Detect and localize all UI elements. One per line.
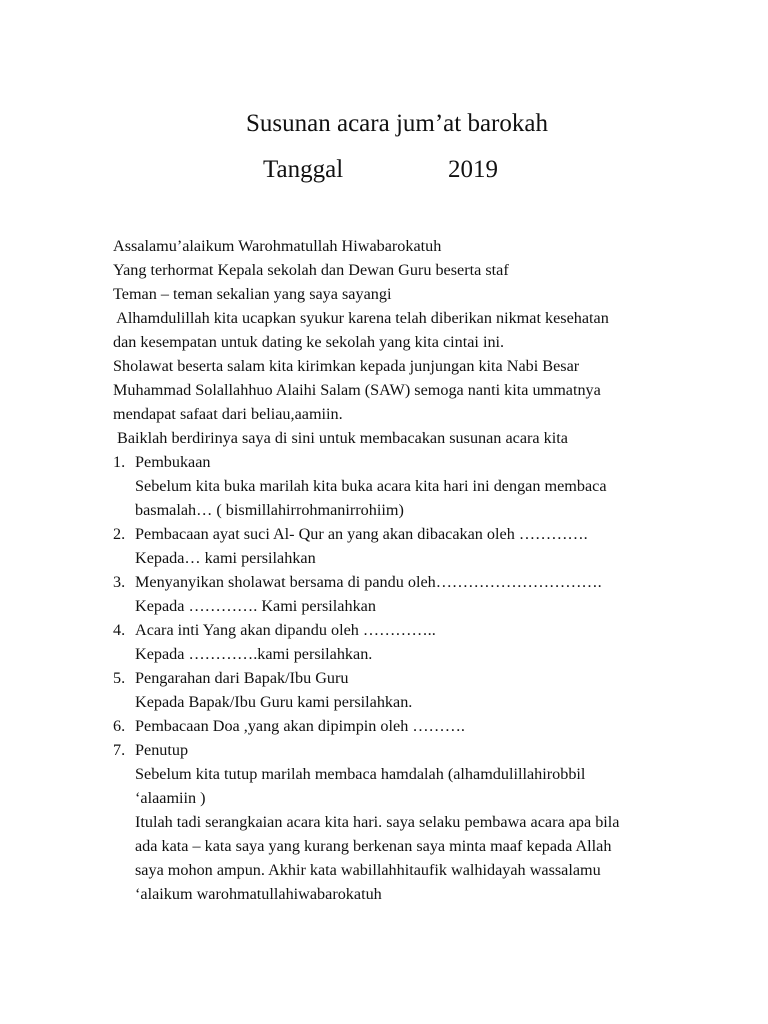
agenda-line: Pengarahan dari Bapak/Ibu Guru — [135, 669, 349, 687]
intro-line: Muhammad Solallahhuo Alaihi Salam (SAW) semoga nanti kita ummatnya — [113, 381, 601, 399]
intro-line: mendapat safaat dari beliau,aamiin. — [113, 405, 343, 423]
agenda-item-3 — [113, 570, 673, 618]
date-label: Tanggal — [263, 156, 344, 183]
agenda-number: 5. — [113, 669, 126, 687]
intro-line: Yang terhormat Kepala sekolah dan Dewan Guru beserta staf — [113, 261, 509, 279]
agenda-line: Menyanyikan sholawat bersama di pandu oleh…………………………. — [135, 573, 602, 591]
agenda-line: basmalah… ( bismillahirrohmanirrohiim) — [135, 501, 404, 519]
agenda-line: Acara inti Yang akan dipandu oleh ………….. — [135, 621, 436, 639]
agenda-item-5 — [113, 666, 673, 714]
agenda-number: 6. — [113, 717, 126, 735]
document-title-text: Susunan acara jum’at barokah — [246, 110, 548, 137]
agenda-line: Kepada …………. Kami persilahkan — [135, 597, 376, 615]
intro-line: Sholawat beserta salam kita kirimkan kepada junjungan kita Nabi Besar — [113, 357, 580, 375]
agenda-line: ‘alaikum warohmatullahiwabarokatuh — [135, 885, 382, 903]
agenda-list — [113, 450, 673, 906]
agenda-line: Kepada Bapak/Ibu Guru kami persilahkan. — [135, 693, 413, 711]
intro-section — [113, 234, 673, 450]
agenda-line: Itulah tadi serangkaian acara kita hari. saya selaku pembawa acara apa bila — [135, 813, 620, 831]
agenda-line: saya mohon ampun. Akhir kata wabillahhitaufik walhidayah wassalamu — [135, 861, 601, 879]
agenda-line: Kepada… kami persilahkan — [135, 549, 316, 567]
intro-line: Alhamdulillah kita ucapkan syukur karena telah diberikan nikmat kesehatan — [113, 309, 609, 327]
intro-line: Teman – teman sekalian yang saya sayangi — [113, 285, 392, 303]
document-body — [113, 234, 673, 906]
agenda-number: 4. — [113, 621, 126, 639]
intro-line: Assalamu’alaikum Warohmatullah Hiwabarokatuh — [113, 237, 442, 255]
intro-line: Baiklah berdirinya saya di sini untuk membacakan susunan acara kita — [113, 429, 568, 447]
agenda-line: ‘alaamiin ) — [135, 789, 206, 807]
agenda-line: Sebelum kita tutup marilah membaca hamdalah (alhamdulillahirobbil — [135, 765, 586, 783]
agenda-number: 2. — [113, 525, 126, 543]
agenda-number: 3. — [113, 573, 126, 591]
agenda-item-4 — [113, 618, 673, 666]
agenda-line: Pembacaan Doa ,yang akan dipimpin oleh ………. — [135, 717, 465, 735]
agenda-item-2 — [113, 522, 673, 570]
agenda-item-6 — [113, 714, 673, 738]
agenda-item-7 — [113, 738, 673, 906]
agenda-line: Sebelum kita buka marilah kita buka acara kita hari ini dengan membaca — [135, 477, 607, 495]
agenda-number: 1. — [113, 453, 126, 471]
date-year: 2019 — [448, 156, 498, 183]
agenda-line: Pembukaan — [135, 453, 211, 471]
document-title — [0, 108, 768, 140]
agenda-number: 7. — [113, 741, 126, 759]
agenda-line: Penutup — [135, 741, 189, 759]
intro-line: dan kesempatan untuk dating ke sekolah yang kita cintai ini. — [113, 333, 505, 351]
agenda-line: Pembacaan ayat suci Al- Qur an yang akan dibacakan oleh …………. — [135, 525, 588, 543]
agenda-item-1 — [113, 450, 673, 522]
agenda-line: Kepada ………….kami persilahkan. — [135, 645, 373, 663]
agenda-line: ada kata – kata saya yang kurang berkenan saya minta maaf kepada Allah — [135, 837, 612, 855]
